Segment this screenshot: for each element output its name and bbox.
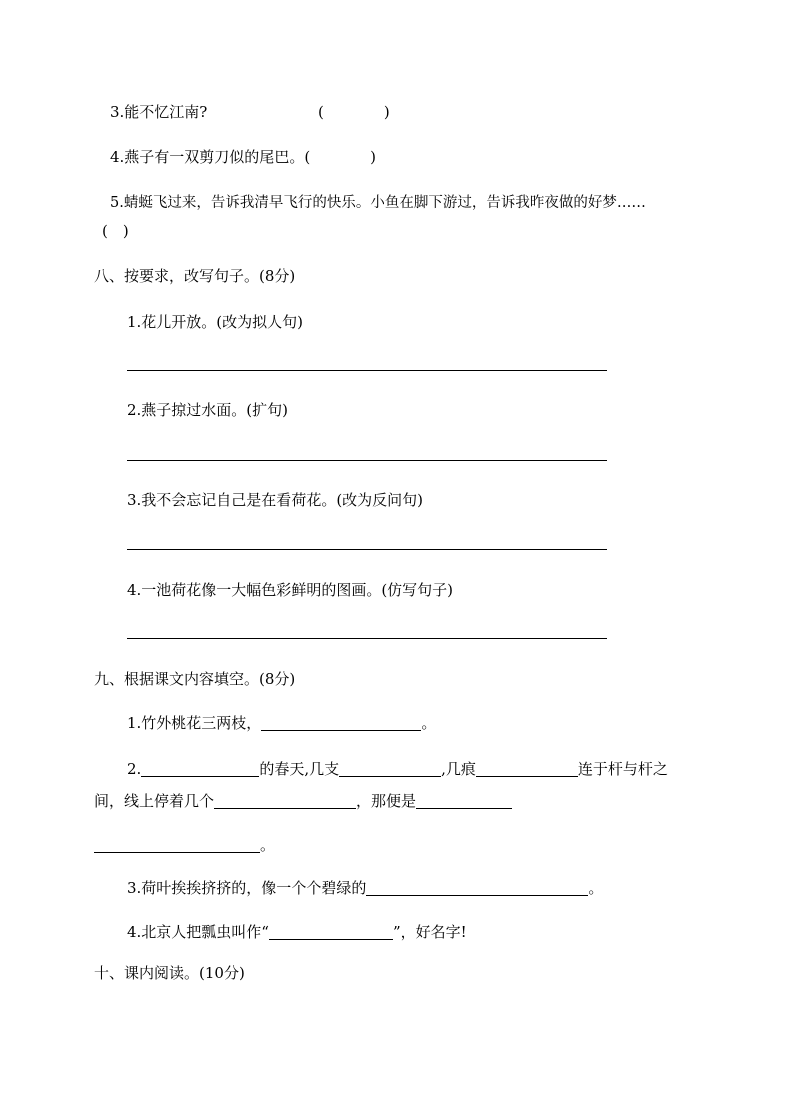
- section8-item-3: 3.我不会忘记自己是在看荷花。(改为反问句): [127, 491, 424, 509]
- judge-q3-text: 3.能不忆江南?: [110, 103, 208, 121]
- fill-q1-blank[interactable]: [261, 714, 421, 731]
- fill-q4: [127, 921, 467, 942]
- judge-q3-answer[interactable]: [318, 101, 390, 122]
- judge-q4-text: 4.燕子有一双剪刀似的尾巴。: [110, 148, 305, 166]
- fill-q4-end: ”，好名字!: [392, 923, 467, 941]
- section8-item-2: 2.燕子掠过水面。(扩句): [127, 401, 289, 419]
- fill-q2-blank-4[interactable]: [214, 792, 356, 809]
- fill-q3-end: 。: [588, 879, 604, 897]
- answer-line-1[interactable]: [127, 370, 607, 371]
- section8-item-4: 4.一池荷花像一大幅色彩鲜明的图画。(仿写句子): [127, 581, 454, 599]
- fill-q2-line1: [127, 758, 668, 779]
- fill-q2-blank-6[interactable]: [94, 836, 260, 853]
- judge-q5-paren: ( ): [102, 222, 129, 240]
- section9-title: 九、根据课文内容填空。(8分): [94, 670, 296, 688]
- fill-q2-num: 2.: [127, 760, 142, 778]
- fill-q3: [127, 877, 603, 898]
- fill-q2-text-b: 的春天,几支: [259, 760, 340, 778]
- judge-q4: [110, 146, 376, 167]
- fill-q2-blank-2[interactable]: [339, 760, 441, 777]
- judge-q4-paren[interactable]: ( ): [304, 148, 377, 166]
- fill-q4-text: 4.北京人把瓢虫叫作“: [127, 923, 269, 941]
- judge-q5-answer[interactable]: [102, 220, 129, 241]
- fill-q2-end: 。: [260, 836, 276, 854]
- fill-q2-blank-5[interactable]: [416, 792, 512, 809]
- judge-q3-paren: ( ): [318, 103, 390, 121]
- fill-q2-text-e: 间，线上停着几个: [94, 792, 215, 810]
- fill-q2-line3: [94, 834, 275, 855]
- fill-q1-end: 。: [421, 714, 437, 732]
- answer-line-3[interactable]: [127, 549, 607, 550]
- judge-q5-text: 5.蜻蜓飞过来，告诉我清早飞行的快乐。小鱼在脚下游过，告诉我昨夜做的好梦……: [110, 195, 646, 211]
- fill-q2-text-c: ,几痕: [441, 760, 476, 778]
- fill-q1: [127, 712, 436, 733]
- fill-q4-blank[interactable]: [269, 923, 393, 940]
- answer-line-2[interactable]: [127, 460, 607, 461]
- fill-q2-text-d: 连于杆与杆之: [577, 760, 668, 778]
- judge-q3: [110, 101, 207, 122]
- fill-q3-blank[interactable]: [366, 879, 588, 896]
- judge-q5: [110, 191, 646, 212]
- fill-q2-blank-3[interactable]: [476, 760, 578, 777]
- fill-q2-text-f: ，那便是: [356, 792, 417, 810]
- section8-title: 八、按要求，改写句子。(8分): [94, 267, 296, 285]
- fill-q2-line2: [94, 790, 512, 811]
- fill-q1-text: 1.竹外桃花三两枝，: [127, 714, 262, 732]
- section10-title: 十、课内阅读。(10分): [94, 964, 245, 982]
- answer-line-4[interactable]: [127, 638, 607, 639]
- fill-q3-text: 3.荷叶挨挨挤挤的，像一个个碧绿的: [127, 879, 367, 897]
- section8-item-1: 1.花儿开放。(改为拟人句): [127, 313, 304, 331]
- fill-q2-blank-1[interactable]: [141, 760, 259, 777]
